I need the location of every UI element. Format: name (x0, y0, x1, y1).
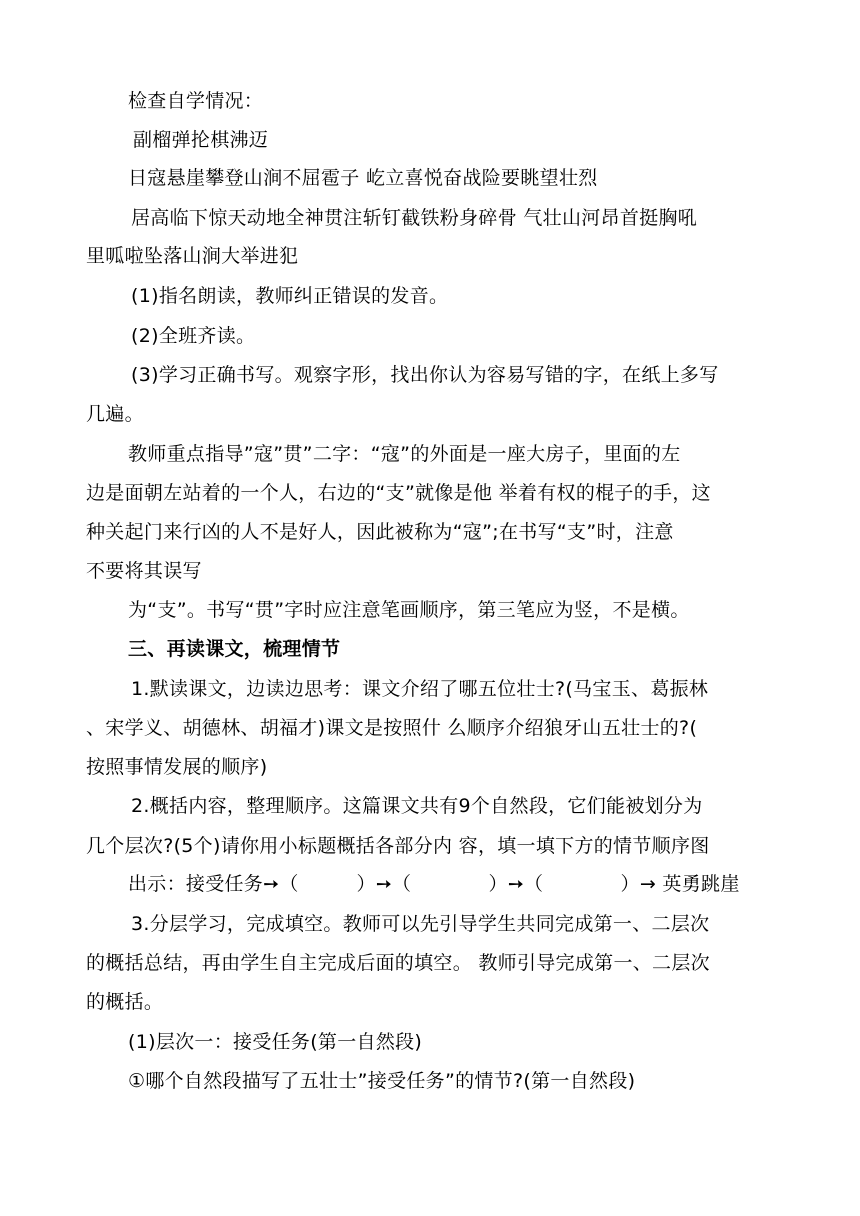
text-line: 边是面朝左站着的一个人，右边的“支”就像是他 举着有权的棍子的手，这 (86, 482, 711, 504)
text-line: 的概括。 (86, 991, 164, 1013)
text-line: (2)全班齐读。 (131, 325, 256, 347)
text-line: (1)指名朗读，教师纠正错误的发音。 (131, 285, 449, 307)
text-line: 副榴弹抡棋沸迈 (133, 129, 269, 151)
text-line: 教师重点指导”寇”贯”二字：“寇”的外面是一座大房子，里面的左 (128, 443, 681, 465)
text-line: 3.分层学习，完成填空。教师可以先引导学生共同完成第一、二层次 (131, 913, 710, 935)
text-line: 的概括总结，再由学生自主完成后面的填空。 教师引导完成第一、二层次 (86, 952, 710, 974)
text-line: 几遍。 (86, 403, 144, 425)
text-line: 2.概括内容，整理顺序。这篇课文共有9个自然段，它们能被划分为 (131, 795, 703, 817)
text-line: 不要将其误写 (86, 560, 202, 582)
text-line: 为“支”。书写“贯”字时应注意笔画顺序，第三笔应为竖，不是横。 (128, 599, 690, 621)
text-line: ①哪个自然段描写了五壮士”接受任务”的情节?(第一自然段) (128, 1070, 636, 1092)
text-line: 居高临下惊天动地全神贯注斩钉截铁粉身碎骨 气壮山河昂首挺胸吼 (131, 207, 698, 229)
text-line: 日寇悬崖攀登山涧不屈雹子 屹立喜悦奋战险要眺望壮烈 (128, 167, 598, 189)
section-heading: 三、再读课文，梳理情节 (128, 638, 341, 660)
text-line: 1.默读课文，边读边思考：课文介绍了哪五位壮士?(马宝玉、葛振林 (131, 678, 709, 700)
text-line: (3)学习正确书写。观察字形，找出你认为容易写错的字，在纸上多写 (131, 364, 719, 386)
text-line: 检查自学情况： (128, 90, 264, 112)
text-line: 种关起门来行凶的人不是好人，因此被称为“寇”;在书写“支”时，注意 (86, 521, 674, 543)
text-line: 几个层次?(5个)请你用小标题概括各部分内 容，填一填下方的情节顺序图 (86, 835, 710, 857)
text-line: 里呱啦坠落山涧大举进犯 (86, 245, 299, 267)
text-line: 、宋学义、胡德林、胡福才)课文是按照什 么顺序介绍狼牙山五壮士的?( (86, 717, 698, 739)
plot-sequence-line: 出示：接受任务➙（ ）➙（ ）➙（ ）→ 英勇跳崖 (128, 873, 740, 895)
text-line: (1)层次一：接受任务(第一自然段) (128, 1031, 423, 1053)
text-line: 按照事情发展的顺序) (86, 756, 268, 778)
